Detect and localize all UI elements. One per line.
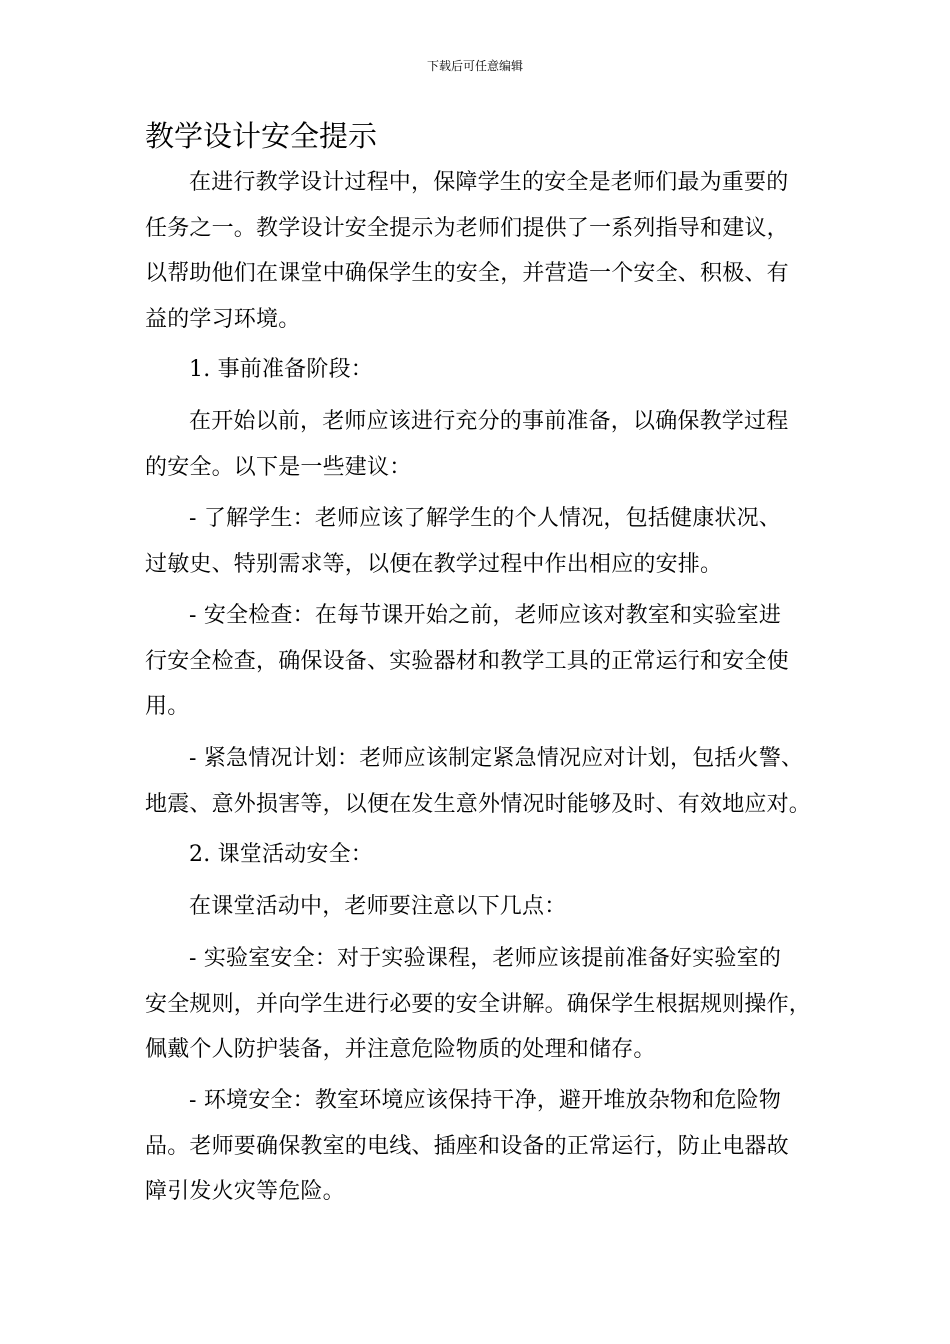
bullet-safety-check	[145, 593, 815, 730]
text-line: - 实验室安全：对于实验课程，老师应该提前准备好实验室的	[189, 946, 782, 971]
text-line: 在进行教学设计过程中，保障学生的安全是老师们最为重要的	[189, 170, 789, 195]
text-line: 障引发火灾等危险。	[145, 1179, 345, 1204]
text-line: 行安全检查，确保设备、实验器材和教学工具的正常运行和安全使	[145, 648, 789, 674]
section-heading-classroom	[145, 832, 815, 878]
text-line: - 了解学生：老师应该了解学生的个人情况，包括健康状况、	[189, 506, 782, 531]
bullet-know-students	[145, 496, 815, 587]
text-line: 任务之一。教学设计安全提示为老师们提供了一系列指导和建议，	[145, 215, 789, 241]
text-line: 佩戴个人防护装备，并注意危险物质的处理和储存。	[145, 1037, 656, 1062]
bullet-environment-safety	[145, 1078, 815, 1215]
text-line: 地震、意外损害等，以便在发生意外情况时能够及时、有效地应对。	[145, 791, 812, 817]
header-note: 下载后可任意编辑	[426, 59, 523, 73]
bullet-lab-safety	[145, 936, 815, 1073]
text-line: 1. 事前准备阶段：	[189, 357, 373, 382]
text-line: 益的学习环境。	[145, 306, 301, 332]
section-heading-preparation	[145, 347, 815, 393]
paragraph-preparation	[145, 399, 815, 490]
text-line: 在课堂活动中，老师要注意以下几点：	[189, 894, 567, 919]
text-line: 过敏史、特别需求等，以便在教学过程中作出相应的安排。	[145, 551, 723, 577]
paragraph-classroom	[145, 884, 815, 930]
document-title: 教学设计安全提示	[145, 119, 378, 153]
text-line: 的安全。以下是一些建议：	[145, 454, 412, 480]
text-line: - 安全检查：在每节课开始之前，老师应该对教室和实验室进	[189, 603, 782, 628]
paragraph-intro	[145, 160, 815, 342]
text-line: 以帮助他们在课堂中确保学生的安全，并营造一个安全、积极、有	[145, 261, 789, 286]
text-line: 2. 课堂活动安全：	[189, 842, 373, 867]
text-line: 用。	[145, 694, 190, 719]
text-line: 安全规则，并向学生进行必要的安全讲解。确保学生根据规则操作，	[145, 991, 812, 1017]
text-line: 在开始以前，老师应该进行充分的事前准备，以确保教学过程	[189, 409, 789, 434]
text-line: - 紧急情况计划：老师应该制定紧急情况应对计划，包括火警、	[189, 746, 804, 771]
text-line: 品。老师要确保教室的电线、插座和设备的正常运行，防止电器故	[145, 1133, 789, 1159]
text-line: - 环境安全：教室环境应该保持干净，避开堆放杂物和危险物	[189, 1088, 782, 1113]
bullet-emergency-plan	[145, 736, 815, 827]
